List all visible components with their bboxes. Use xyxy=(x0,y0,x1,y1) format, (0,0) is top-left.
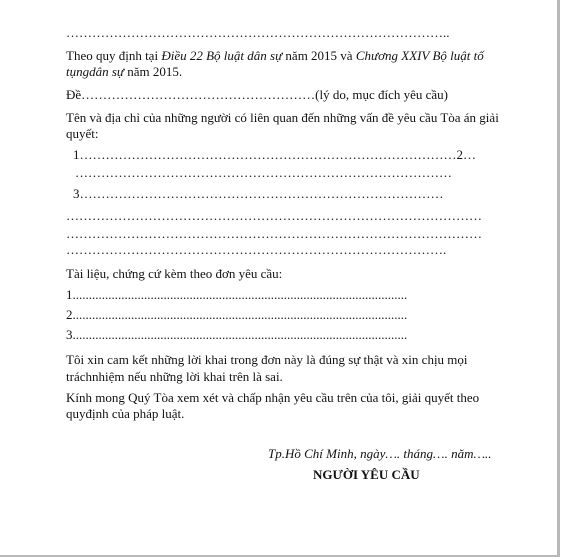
related-persons-heading-2: quyết: xyxy=(66,126,99,141)
request-line-1: Kính mong Quý Tòa xem xét và chấp nhận yêu cầu trên của tôi, giải quyết theo xyxy=(66,390,480,405)
signer-title: NGƯỜI YÊU CẦU xyxy=(313,467,420,482)
evidence-item-1: 1....................................................................................................... xyxy=(66,287,408,302)
legal-basis-line-1 xyxy=(66,48,484,63)
commitment-line-2: tráchnhiệm nếu những lời khai trên là sai. xyxy=(66,369,283,384)
related-person-item-1-continued: …………………………………………………………………………… xyxy=(75,165,452,180)
dotted-line-a: …………………………………………………………………………………… xyxy=(66,208,482,223)
dotted-line-b: …………………………………………………………………………………… xyxy=(66,226,482,241)
related-person-item-1: 1……………………………………………………………………………2… xyxy=(73,147,476,162)
place-date-line: Tp.Hồ Chí Minh, ngày…. tháng…. năm….. xyxy=(268,446,492,461)
evidence-item-3: 3....................................................................................................... xyxy=(66,327,408,342)
dotted-line-c: ……………………………………………………………………………. xyxy=(66,242,447,257)
request-purpose-line: Đề………………………………………………(lý do, mục đích yêu cầu) xyxy=(66,87,449,102)
top-dotted-line: …………………………………………………………………………….. xyxy=(66,25,450,40)
procedure-code-chapter: Chương XXIV Bộ luật tố xyxy=(355,48,484,63)
legal-basis-year: năm 2015 và xyxy=(282,48,356,63)
related-persons-heading-1: Tên và địa chỉ của những người có liên quan đến những vấn đề yêu cầu Tòa án giải xyxy=(66,110,499,125)
commitment-line-1: Tôi xin cam kết những lời khai trong đơn này là đúng sự thật và xin chịu mọi xyxy=(66,352,468,367)
civil-code-article: Điều 22 Bộ luật dân sự xyxy=(161,48,283,63)
legal-basis-text: Theo quy định tại xyxy=(66,48,162,63)
request-line-2: quyđịnh của pháp luật. xyxy=(66,406,185,421)
evidence-item-2: 2....................................................................................................... xyxy=(66,307,408,322)
procedure-code-continued: tụngdân sự xyxy=(66,64,125,79)
related-person-item-3: 3………………………………………………………………………… xyxy=(73,186,444,201)
evidence-heading: Tài liệu, chứng cứ kèm theo đơn yêu cầu: xyxy=(66,266,283,281)
legal-basis-line-2 xyxy=(66,64,182,79)
procedure-code-year: năm 2015. xyxy=(124,64,183,79)
